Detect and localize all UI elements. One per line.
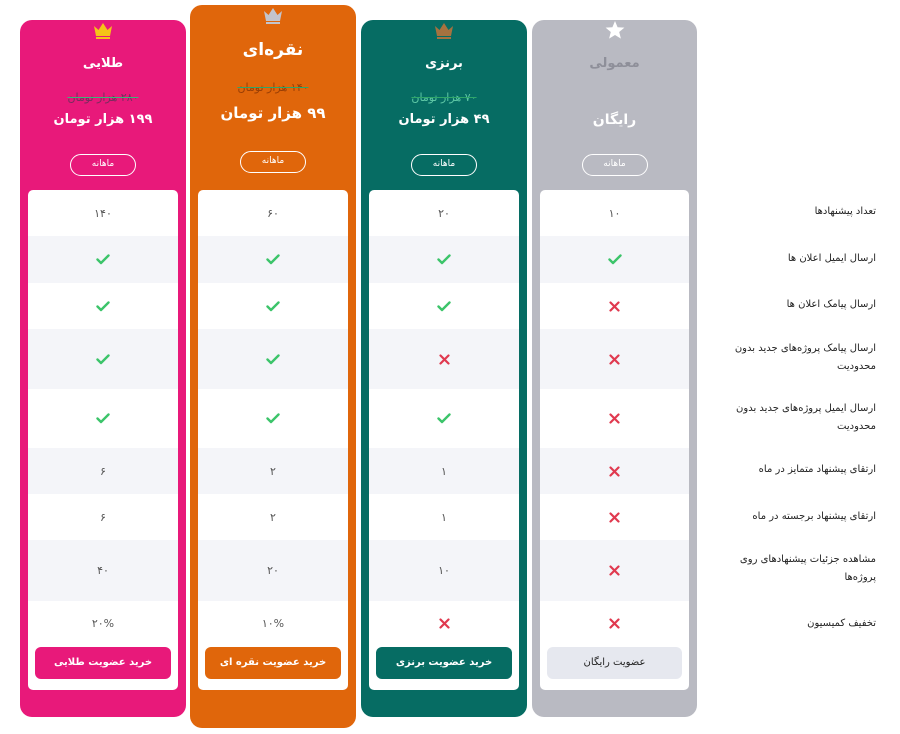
- check-icon: [266, 354, 280, 365]
- plan-name: نقره‌ای: [242, 40, 304, 60]
- feature-value-cell: [28, 236, 178, 283]
- feature-value: ۱۰%: [261, 617, 285, 630]
- feature-value-cell: [369, 329, 519, 389]
- feature-value-cell: [198, 283, 348, 329]
- feature-value-cell: [28, 601, 178, 646]
- feature-value-cell: [198, 601, 348, 646]
- feature-value-cell: [198, 329, 348, 389]
- check-icon: [437, 254, 451, 265]
- plan-card-free: [532, 20, 697, 717]
- check-icon: [96, 413, 110, 424]
- plan-card-silver: [190, 5, 356, 728]
- check-icon: [608, 254, 622, 265]
- billing-period-toggle[interactable]: ماهانه: [70, 154, 136, 176]
- check-icon: [96, 301, 110, 312]
- cross-icon: [609, 413, 620, 424]
- feature-value-cell: [198, 448, 348, 494]
- billing-period-toggle[interactable]: ماهانه: [240, 151, 306, 173]
- feature-value: ۱: [441, 464, 447, 478]
- check-icon: [96, 354, 110, 365]
- buy-silver-button[interactable]: خرید عضویت نقره ای: [205, 647, 341, 679]
- billing-period-toggle[interactable]: ماهانه: [411, 154, 477, 176]
- check-icon: [437, 413, 451, 424]
- feature-value-cell: [198, 190, 348, 236]
- feature-value-cell: [28, 329, 178, 389]
- feature-value: ۶: [100, 464, 106, 478]
- plan-name: برنزی: [425, 56, 463, 71]
- feature-value-cell: [540, 190, 689, 236]
- feature-label: مشاهده جزئیات پیشنهادهای روی پروژه‌ها: [739, 554, 876, 583]
- buy-bronze-button[interactable]: خرید عضویت برنزی: [376, 647, 512, 679]
- feature-value: ۲۰: [267, 564, 279, 577]
- crown-icon: [433, 20, 455, 40]
- feature-label: ارسال پیامک پروژه‌های جدید بدون محدودیت: [734, 343, 876, 372]
- star-icon: [604, 20, 626, 40]
- features-panel: [540, 190, 689, 690]
- price: رایگان: [592, 112, 637, 128]
- check-icon: [96, 254, 110, 265]
- feature-value: ۶: [100, 510, 106, 524]
- feature-value: ۱۰: [608, 206, 621, 220]
- feature-label: ارسال ایمیل پروژه‌های جدید بدون محدودیت: [736, 403, 876, 432]
- feature-value-cell: [198, 494, 348, 540]
- feature-value-cell: [540, 329, 689, 389]
- feature-value-cell: [540, 389, 689, 448]
- feature-value-cell: [540, 283, 689, 329]
- feature-value-cell: [369, 494, 519, 540]
- cross-icon: [439, 354, 450, 365]
- feature-value-cell: [540, 448, 689, 494]
- feature-label: تخفیف کمیسیون: [807, 618, 876, 629]
- feature-value-cell: [369, 448, 519, 494]
- features-panel: [198, 190, 348, 690]
- feature-value-cell: [369, 601, 519, 646]
- feature-value: ۲۰: [438, 206, 450, 220]
- feature-value-cell: [28, 494, 178, 540]
- feature-value-cell: [369, 236, 519, 283]
- price: ۴۹ هزار تومان: [398, 112, 490, 127]
- feature-value: ۱۰: [438, 564, 450, 577]
- old-price: ۷۰ هزار تومان: [411, 91, 477, 104]
- feature-value-cell: [540, 601, 689, 646]
- feature-value: ۴۰: [97, 564, 109, 577]
- feature-value-cell: [540, 236, 689, 283]
- billing-period-toggle[interactable]: ماهانه: [582, 154, 648, 176]
- feature-value: ۶۰: [267, 206, 279, 220]
- cross-icon: [609, 565, 620, 576]
- feature-value-cell: [28, 448, 178, 494]
- buy-gold-button[interactable]: خرید عضویت طلایی: [35, 647, 171, 679]
- feature-value-cell: [198, 236, 348, 283]
- feature-value-cell: [198, 389, 348, 448]
- feature-value-cell: [369, 283, 519, 329]
- feature-value: ۲: [270, 464, 276, 478]
- feature-value: ۲۰%: [91, 617, 115, 630]
- crown-icon: [262, 5, 284, 25]
- old-price: ۱۴۰ هزار تومان: [237, 81, 309, 94]
- feature-value-cell: [369, 190, 519, 236]
- check-icon: [266, 301, 280, 312]
- feature-value-cell: [369, 389, 519, 448]
- feature-label: ارسال پیامک اعلان ها: [786, 299, 876, 310]
- feature-value-cell: [198, 540, 348, 601]
- feature-value-cell: [28, 389, 178, 448]
- feature-value: ۱۴۰: [94, 206, 112, 220]
- feature-label: ارتقای پیشنهاد برجسته در ماه: [752, 511, 876, 522]
- features-panel: [369, 190, 519, 690]
- cross-icon: [609, 618, 620, 629]
- check-icon: [266, 413, 280, 424]
- crown-icon: [92, 20, 114, 40]
- plan-card-gold: [20, 20, 186, 717]
- plan-name: معمولی: [589, 56, 640, 71]
- check-icon: [266, 254, 280, 265]
- cross-icon: [609, 301, 620, 312]
- feature-value: ۲: [270, 510, 276, 524]
- plan-card-bronze: [361, 20, 527, 717]
- cross-icon: [609, 466, 620, 477]
- buy-free-button[interactable]: عضویت رایگان: [547, 647, 682, 679]
- feature-label: تعداد پیشنهادها: [814, 206, 876, 217]
- feature-value-cell: [540, 540, 689, 601]
- feature-value-cell: [540, 494, 689, 540]
- feature-value-cell: [28, 540, 178, 601]
- check-icon: [437, 301, 451, 312]
- cross-icon: [609, 512, 620, 523]
- feature-value: ۱: [441, 510, 447, 524]
- features-panel: [28, 190, 178, 690]
- feature-label: ارتقای پیشنهاد متمایز در ماه: [758, 464, 876, 475]
- feature-label: ارسال ایمیل اعلان ها: [787, 253, 876, 264]
- cross-icon: [439, 618, 450, 629]
- plan-name: طلایی: [82, 56, 124, 71]
- price: ۱۹۹ هزار تومان: [53, 112, 153, 127]
- feature-value-cell: [28, 190, 178, 236]
- old-price: ۲۸۰ هزار تومان: [67, 91, 139, 104]
- feature-value-cell: [28, 283, 178, 329]
- cross-icon: [609, 354, 620, 365]
- feature-value-cell: [369, 540, 519, 601]
- price: ۹۹ هزار تومان: [220, 104, 326, 122]
